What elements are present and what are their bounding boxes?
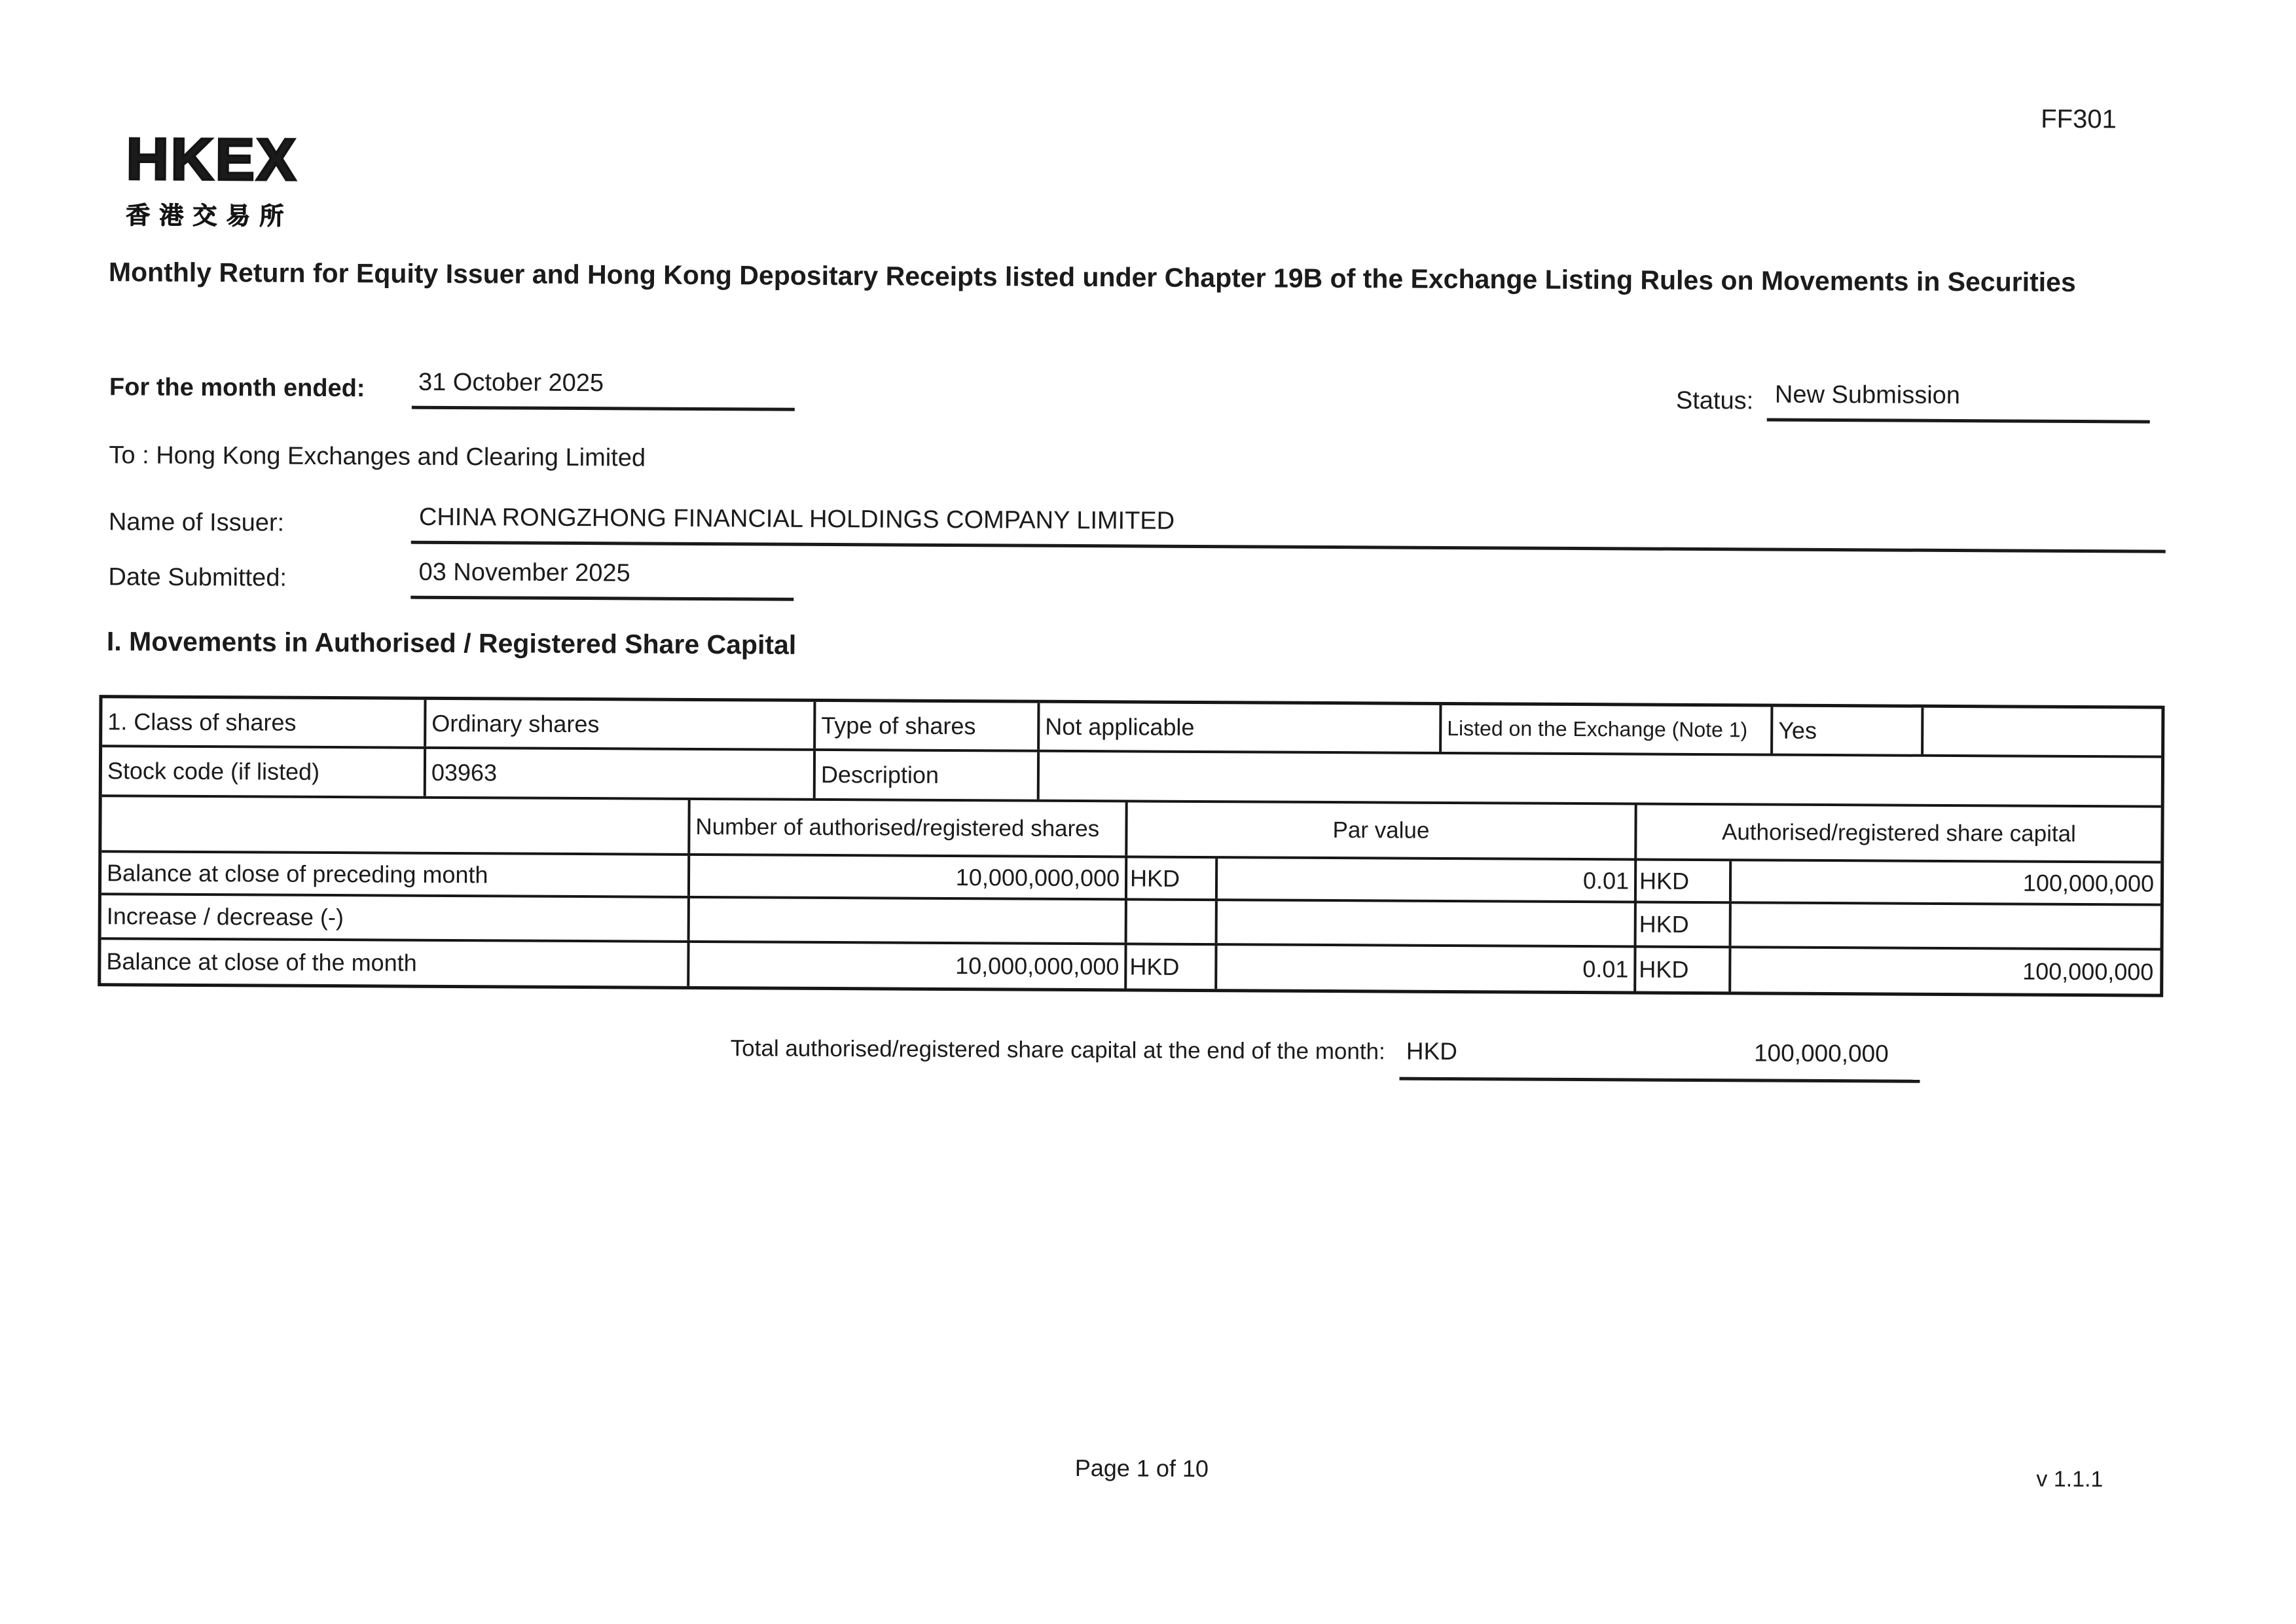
- par-currency: HKD: [1127, 858, 1218, 898]
- total-share-capital-field: [1400, 1035, 1920, 1083]
- par-value: 0.01: [1218, 858, 1637, 900]
- total-share-capital-label: Total authorised/registered share capital at the end of the month:: [730, 1035, 1385, 1065]
- date-submitted-label: Date Submitted:: [108, 563, 287, 592]
- description-value: [1040, 752, 2161, 805]
- type-of-shares-label: Type of shares: [816, 702, 1040, 750]
- share-capital-table: [98, 695, 2164, 997]
- capital-currency: HKD: [1637, 860, 1732, 901]
- par-value: 0.01: [1217, 946, 1636, 991]
- capital-currency: HKD: [1636, 948, 1731, 991]
- date-submitted-value: 03 November 2025: [418, 558, 630, 587]
- par-currency: [1127, 900, 1218, 943]
- shares-value: 10,000,000,000: [690, 856, 1127, 898]
- listed-on-exchange-value: Yes: [1773, 707, 1923, 754]
- hkex-logo-chinese: 香港交易所: [126, 202, 293, 230]
- shares-value: [690, 898, 1127, 942]
- section1-heading: I. Movements in Authorised / Registered Share Capital: [106, 626, 797, 660]
- total-value: 100,000,000: [1753, 1039, 1889, 1067]
- row-label: Balance at close of preceding month: [101, 853, 690, 896]
- addressee-line: To : Hong Kong Exchanges and Clearing Limited: [109, 441, 646, 472]
- capital-currency: HKD: [1637, 903, 1732, 946]
- status-field: [1767, 381, 2150, 424]
- shares-value: 10,000,000,000: [689, 943, 1127, 988]
- date-submitted-field: [410, 559, 793, 601]
- form-title: Monthly Return for Equity Issuer and Hong Kong Depositary Receipts listed under Chapter 19B of the Exchange Listing Rules on Movements in Securities: [108, 257, 2076, 297]
- status-label: Status:: [1675, 386, 1754, 415]
- header-number-of-shares: Number of authorised/registered shares: [690, 800, 1127, 855]
- capital-value: 100,000,000: [2022, 869, 2155, 897]
- row-label: Increase / decrease (-): [101, 895, 690, 940]
- form-version: v 1.1.1: [2036, 1466, 2104, 1492]
- month-ended-value: 31 October 2025: [418, 368, 604, 397]
- hkex-logo-wordmark: HKEX: [126, 126, 299, 193]
- capital-value: 100,000,000: [2022, 957, 2154, 986]
- page-number: Page 1 of 10: [1074, 1454, 1209, 1483]
- description-label: Description: [816, 751, 1040, 800]
- type-of-shares-value: Not applicable: [1040, 703, 1442, 752]
- status-value: New Submission: [1774, 380, 1961, 410]
- header-share-capital: Authorised/registered share capital: [1721, 819, 2076, 847]
- class-row-empty-cell: [1923, 708, 2161, 756]
- issuer-value: CHINA RONGZHONG FINANCIAL HOLDINGS COMPANY LIMITED: [418, 503, 1175, 535]
- issuer-label: Name of Issuer:: [108, 508, 285, 537]
- class-of-shares-label: 1. Class of shares: [102, 698, 426, 747]
- stock-code-label: Stock code (if listed): [102, 747, 426, 796]
- stock-code-value: 03963: [426, 749, 816, 798]
- par-value: [1218, 901, 1637, 945]
- column-header-row: [101, 797, 2160, 863]
- capital-value: [1732, 904, 2160, 948]
- total-currency: HKD: [1406, 1037, 1458, 1065]
- class-of-shares-value: Ordinary shares: [426, 700, 816, 748]
- header-par-value: Par value: [1127, 802, 1637, 858]
- month-ended-label: For the month ended:: [109, 373, 365, 403]
- par-currency: HKD: [1127, 945, 1217, 989]
- row-label: Balance at close of the month: [101, 940, 689, 986]
- total-share-capital-line: [730, 1031, 1920, 1083]
- issuer-field: [411, 504, 2166, 553]
- listed-on-exchange-label: Listed on the Exchange (Note 1): [1442, 705, 1773, 754]
- hkex-logo: [126, 126, 299, 231]
- month-ended-field: [412, 369, 795, 411]
- form-code: FF301: [2041, 104, 2117, 134]
- header-empty-cell: [101, 797, 690, 853]
